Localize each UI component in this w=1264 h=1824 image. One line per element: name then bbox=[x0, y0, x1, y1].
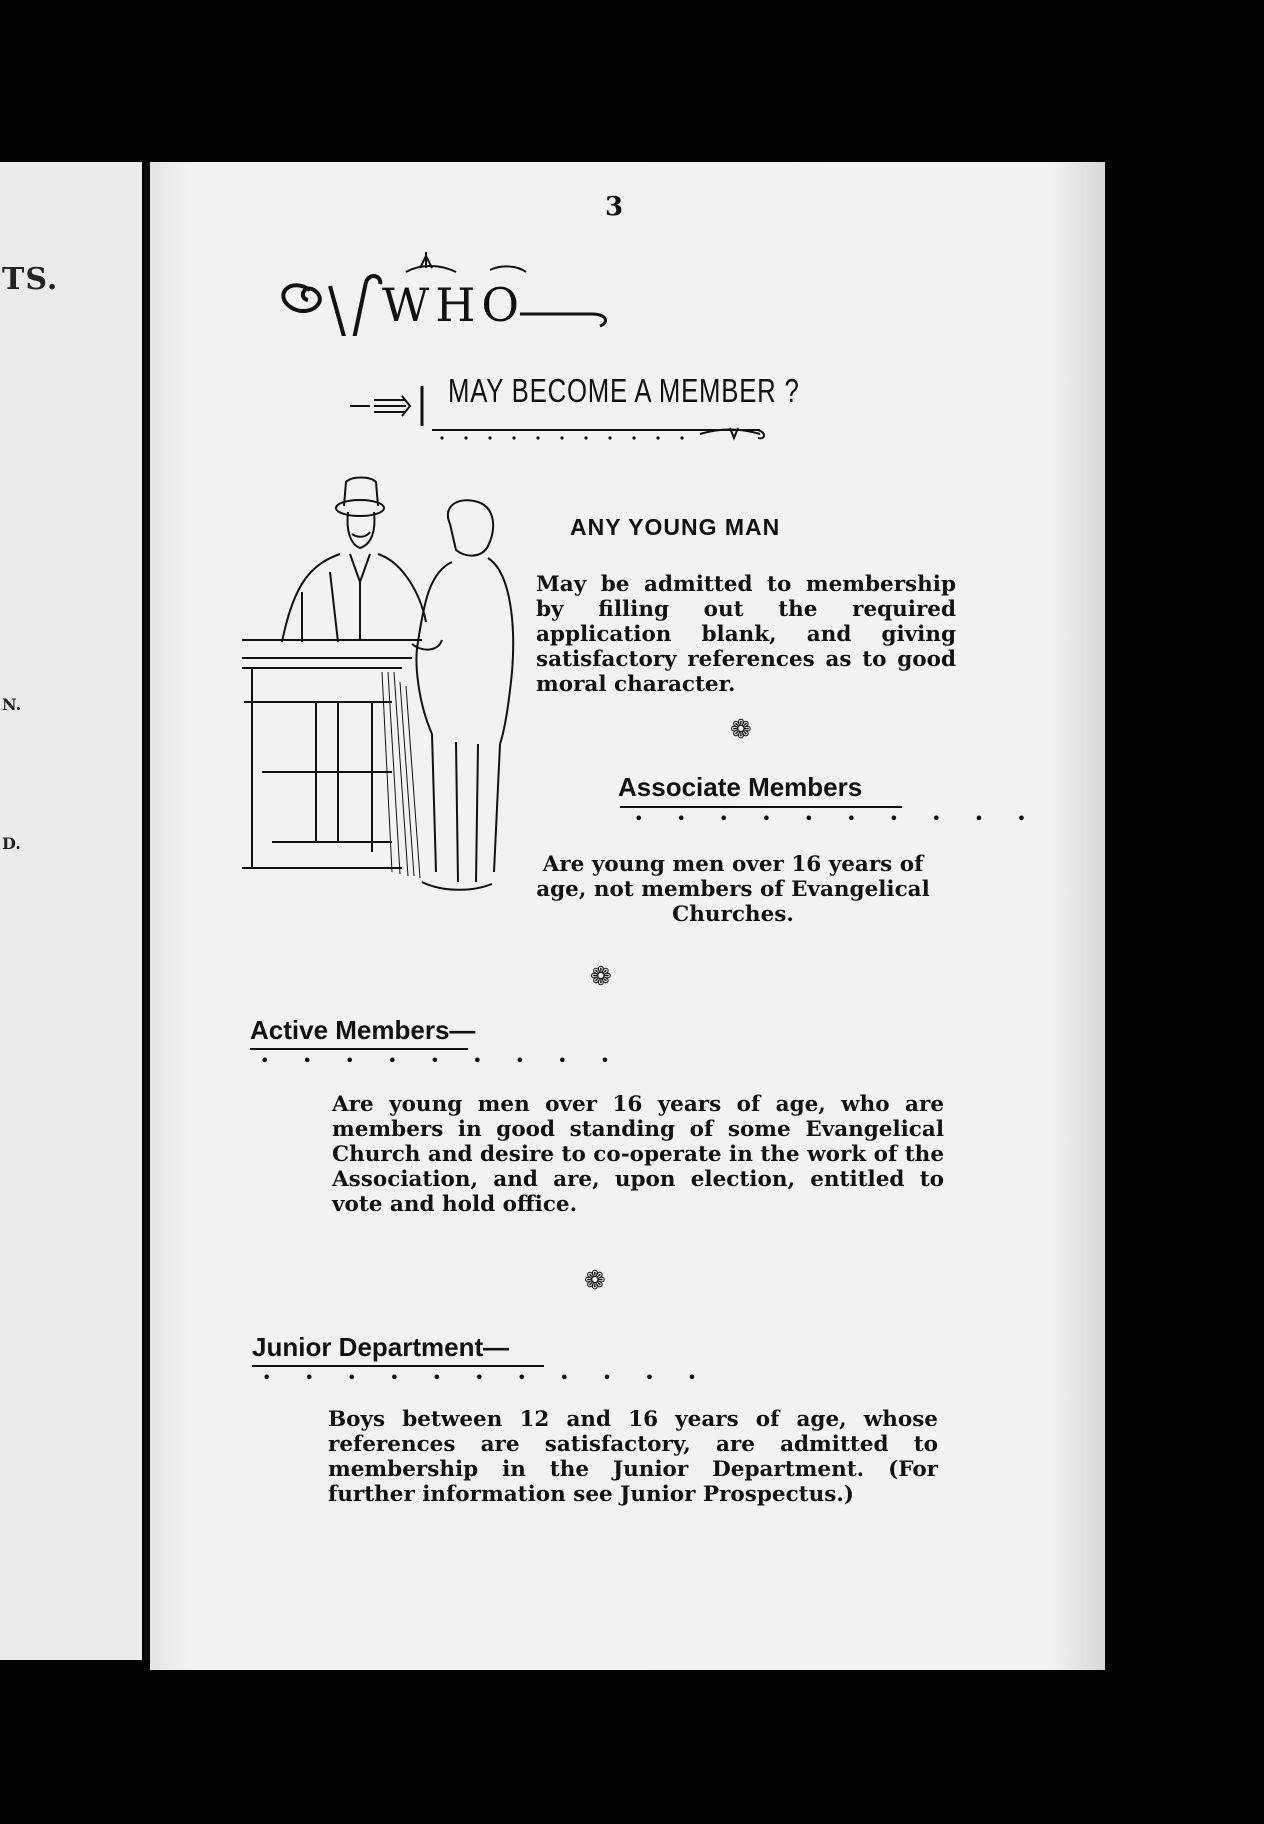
divider bbox=[252, 1365, 544, 1367]
junior-department-title: Junior Department— bbox=[252, 1332, 510, 1362]
flower-ornament-icon: ❁ bbox=[590, 962, 612, 992]
any-young-man-text: May be admitted to membership by filling out the required application blank, and giving satisfactory references as to good moral character. bbox=[536, 572, 956, 697]
active-members-title: Active Members— bbox=[250, 1015, 476, 1045]
divider bbox=[620, 806, 902, 808]
associate-members-text: Are young men over 16 years of age, not members of Evangelical Churches. bbox=[536, 852, 930, 927]
active-members-text: Are young men over 16 years of age, who are members in good standing of some Evangelical Church and desire to co-operate in the work of the Association, and are, upon election, entitled to vote and hold office. bbox=[332, 1092, 944, 1217]
left-page-fragment: N. bbox=[2, 695, 22, 714]
flower-ornament-icon: ❁ bbox=[584, 1266, 606, 1296]
dotted-rule: • • • • • • • • • • bbox=[634, 809, 1041, 828]
associate-members-title: Associate Members bbox=[618, 772, 863, 802]
left-facing-page bbox=[0, 162, 142, 1660]
two-men-at-counter-illustration bbox=[242, 472, 522, 922]
divider bbox=[250, 1048, 468, 1050]
page-number: 3 bbox=[605, 192, 624, 222]
any-young-man-title: ANY YOUNG MAN bbox=[570, 514, 781, 540]
junior-department-text: Boys between 12 and 16 years of age, whose references are satisfactory, are admitted to membership in the Junior Department. (For further information see Junior Prospectus.) bbox=[328, 1407, 938, 1507]
left-page-fragment: TS. bbox=[2, 262, 59, 297]
dotted-rule: • • • • • • • • • bbox=[260, 1051, 624, 1070]
subtitle-text: MAY BECOME A MEMBER ? bbox=[448, 372, 800, 409]
heading-title: WHO bbox=[382, 278, 526, 332]
dotted-rule: • • • • • • • • • • • bbox=[262, 1368, 711, 1387]
flower-ornament-icon: ❁ bbox=[730, 715, 752, 745]
left-page-fragment: D. bbox=[2, 834, 21, 853]
page bbox=[150, 162, 1105, 1670]
